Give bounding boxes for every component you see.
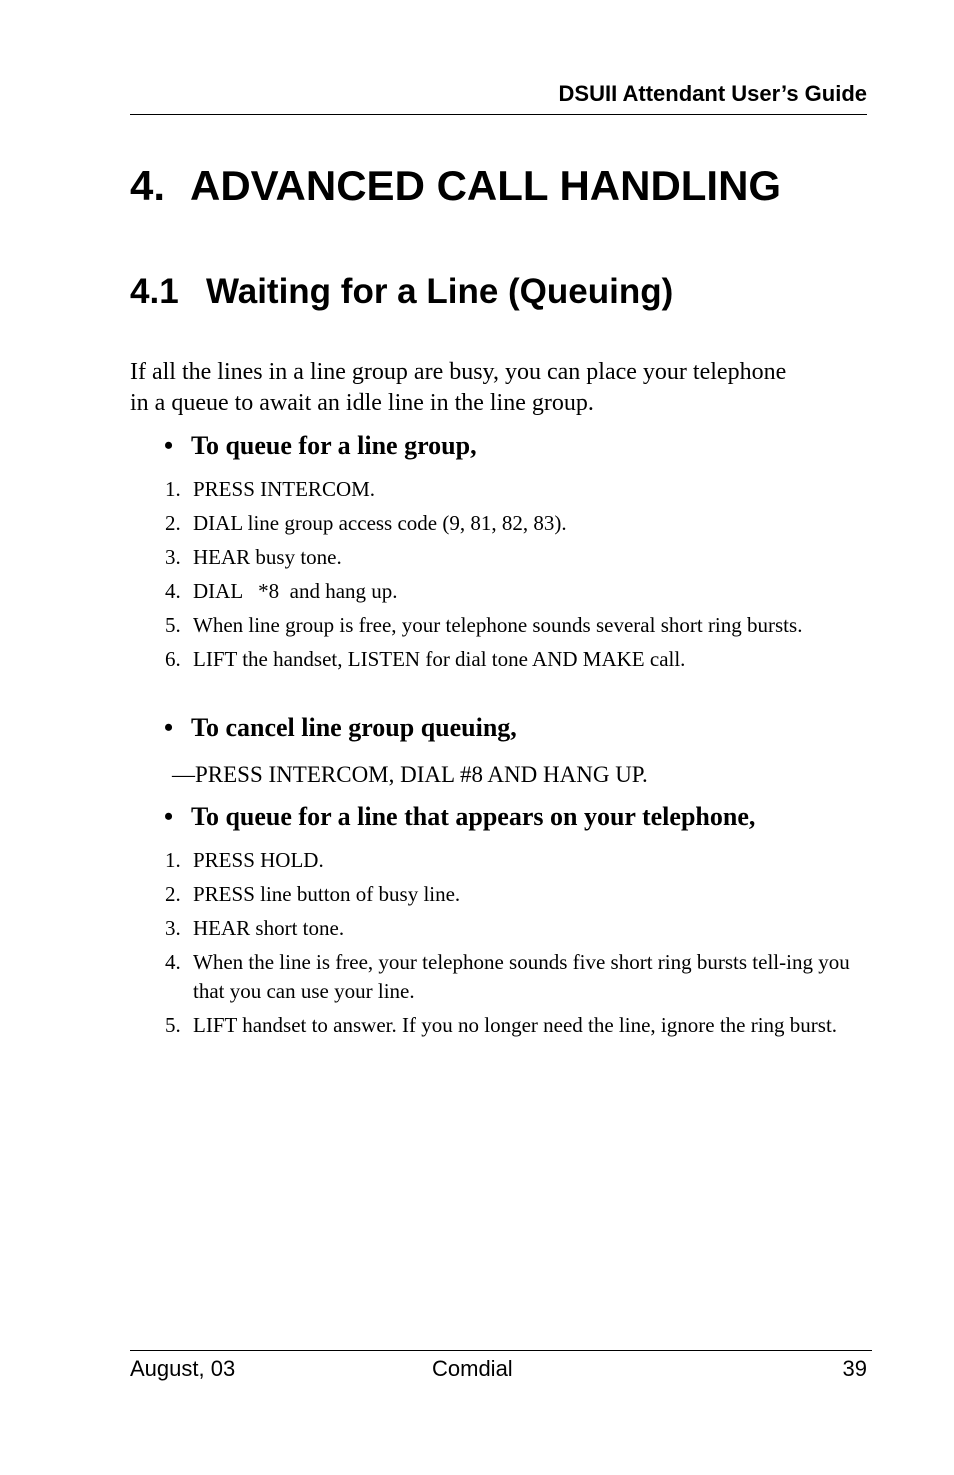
step-text: When the line is free, your telephone sounds five short ring bursts tell-ing you that you can use your line. xyxy=(193,950,850,1003)
section-title xyxy=(130,270,673,314)
step-number: 3. xyxy=(165,916,181,940)
section-title-text: Waiting for a Line (Queuing) xyxy=(206,272,674,311)
footer-rule xyxy=(130,1350,872,1351)
step-number: 2. xyxy=(165,511,181,535)
steps-queue-line-group xyxy=(165,475,870,679)
step-text: PRESS line button of busy line. xyxy=(193,882,461,906)
chapter-title-text: ADVANCED CALL HANDLING xyxy=(190,162,782,209)
steps-queue-line-on-telephone xyxy=(165,846,870,1045)
intro-line-2: in a queue to await an idle line in the line group. xyxy=(130,390,594,416)
chapter-number: 4. xyxy=(130,162,166,209)
step-text: HEAR short tone. xyxy=(193,916,345,940)
section-number: 4.1 xyxy=(130,272,179,311)
step-text: PRESS HOLD. xyxy=(193,848,324,872)
step-text: HEAR busy tone. xyxy=(193,545,342,569)
procedure-heading-text: To queue for a line group, xyxy=(191,431,477,460)
list-item xyxy=(165,543,870,572)
list-item xyxy=(165,611,870,640)
header-rule xyxy=(130,114,867,115)
list-item xyxy=(165,645,870,674)
footer-date: August, 03 xyxy=(130,1356,236,1381)
procedure-heading-cancel-queuing xyxy=(164,712,517,744)
step-text: DIAL line group access code (9, 81, 82, 83). xyxy=(193,511,567,535)
list-item xyxy=(165,577,870,606)
step-number: 4. xyxy=(165,579,181,603)
step-text: PRESS INTERCOM. xyxy=(193,477,376,501)
list-item xyxy=(165,509,870,538)
procedure-heading-text: To cancel line group queuing, xyxy=(191,713,517,742)
list-item xyxy=(165,914,870,943)
list-item xyxy=(165,1011,870,1040)
step-number: 2. xyxy=(165,882,181,906)
page-number: 39 xyxy=(842,1356,867,1381)
step-text: LIFT handset to answer. If you no longer need the line, ignore the ring burst. xyxy=(193,1013,838,1037)
step-number: 1. xyxy=(165,848,181,872)
list-item xyxy=(165,948,870,1006)
step-text: DIAL *8 and hang up. xyxy=(193,579,398,603)
step-number: 5. xyxy=(165,613,181,637)
chapter-title xyxy=(130,160,781,212)
list-item xyxy=(165,846,870,875)
step-number: 6. xyxy=(165,647,181,671)
bullet-icon: • xyxy=(164,713,174,742)
bullet-icon: • xyxy=(164,431,174,460)
list-item xyxy=(165,880,870,909)
bullet-icon: • xyxy=(164,802,174,831)
step-text: When line group is free, your telephone sounds several short ring bursts. xyxy=(193,613,803,637)
list-item xyxy=(165,475,870,504)
procedure-heading-queue-line-group xyxy=(164,430,477,462)
step-text: LIFT the handset, LISTEN for dial tone AND MAKE call. xyxy=(193,647,686,671)
step-number: 5. xyxy=(165,1013,181,1037)
intro-paragraph xyxy=(130,357,867,419)
step-number: 1. xyxy=(165,477,181,501)
intro-line-1: If all the lines in a line group are busy, you can place your telephone xyxy=(130,359,787,385)
step-number: 4. xyxy=(165,950,181,974)
cancel-instruction: —PRESS INTERCOM, DIAL #8 AND HANG UP. xyxy=(172,762,648,787)
step-number: 3. xyxy=(165,545,181,569)
footer-company: Comdial xyxy=(432,1356,513,1381)
procedure-heading-text: To queue for a line that appears on your telephone, xyxy=(191,802,756,831)
procedure-heading-queue-line-on-telephone xyxy=(164,801,755,833)
running-header: DSUII Attendant User’s Guide xyxy=(558,81,867,106)
